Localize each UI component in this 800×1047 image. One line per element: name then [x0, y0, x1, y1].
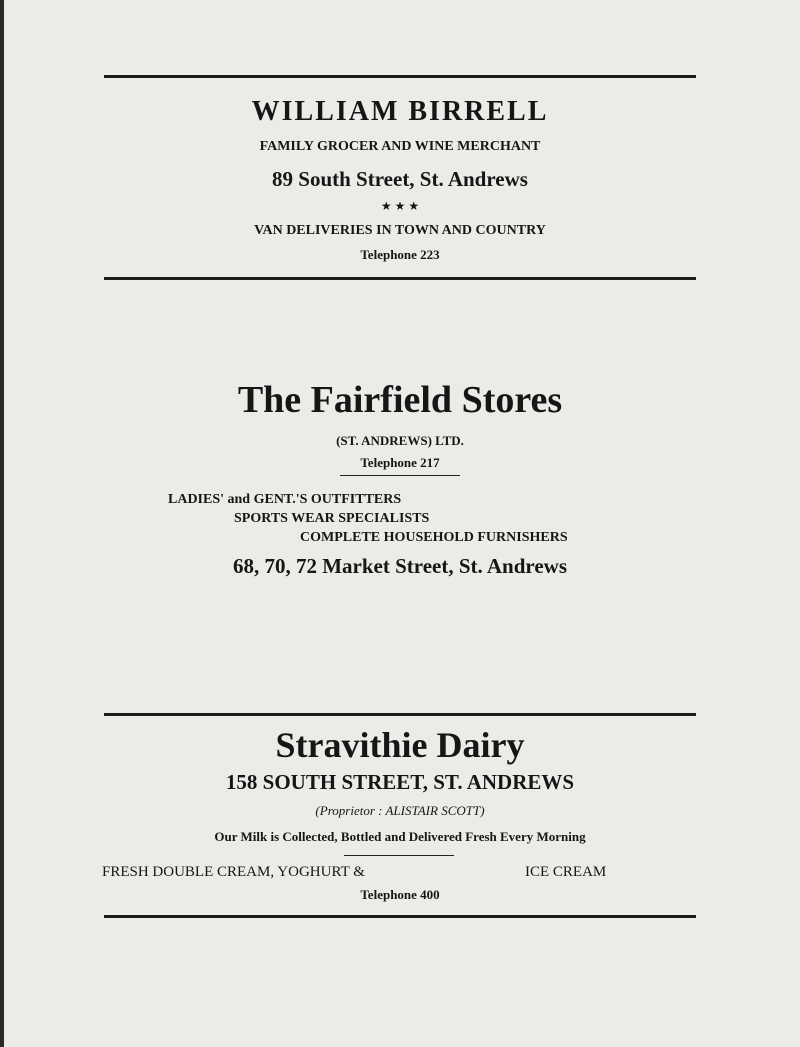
dairy-address: 158 SOUTH STREET, ST. ANDREWS	[225, 770, 575, 794]
dairy-top-rule	[104, 713, 696, 716]
birrell-name: WILLIAM BIRRELL	[251, 96, 549, 127]
dairy-products-right: ICE CREAM	[525, 864, 607, 880]
dairy-milk-line: Our Milk is Collected, Bottled and Delivered Fresh Every Morning	[214, 829, 586, 844]
fairfield-outfitters: LADIES' and GENT.'S OUTFITTERS	[168, 492, 402, 507]
fairfield-company: (ST. ANDREWS) LTD.	[336, 433, 464, 448]
dairy-telephone: Telephone 400	[360, 887, 440, 902]
bottom-rule	[104, 915, 696, 918]
dairy-products-left: FRESH DOUBLE CREAM, YOGHURT &	[102, 864, 365, 880]
birrell-stars: ★ ★ ★	[380, 199, 420, 213]
dairy-name: Stravithie Dairy	[275, 725, 525, 765]
fairfield-furnishers: COMPLETE HOUSEHOLD FURNISHERS	[300, 530, 568, 545]
fairfield-address: 68, 70, 72 Market Street, St. Andrews	[232, 554, 568, 578]
fairfield-sportswear: SPORTS WEAR SPECIALISTS	[234, 511, 430, 526]
fairfield-telephone: Telephone 217	[360, 455, 440, 470]
birrell-address: 89 South Street, St. Andrews	[272, 167, 528, 191]
fairfield-name: The Fairfield Stores	[237, 379, 563, 421]
birrell-tagline: FAMILY GROCER AND WINE MERCHANT	[259, 139, 541, 154]
birrell-telephone: Telephone 223	[360, 247, 440, 262]
scan-edge	[0, 0, 4, 1047]
top-rule	[104, 75, 696, 78]
divider-rule	[104, 277, 696, 280]
dairy-proprietor: (Proprietor : ALISTAIR SCOTT)	[315, 803, 485, 818]
fairfield-short-rule	[340, 475, 460, 476]
birrell-deliveries: VAN DELIVERIES IN TOWN AND COUNTRY	[254, 223, 546, 238]
dairy-short-rule	[344, 855, 454, 856]
